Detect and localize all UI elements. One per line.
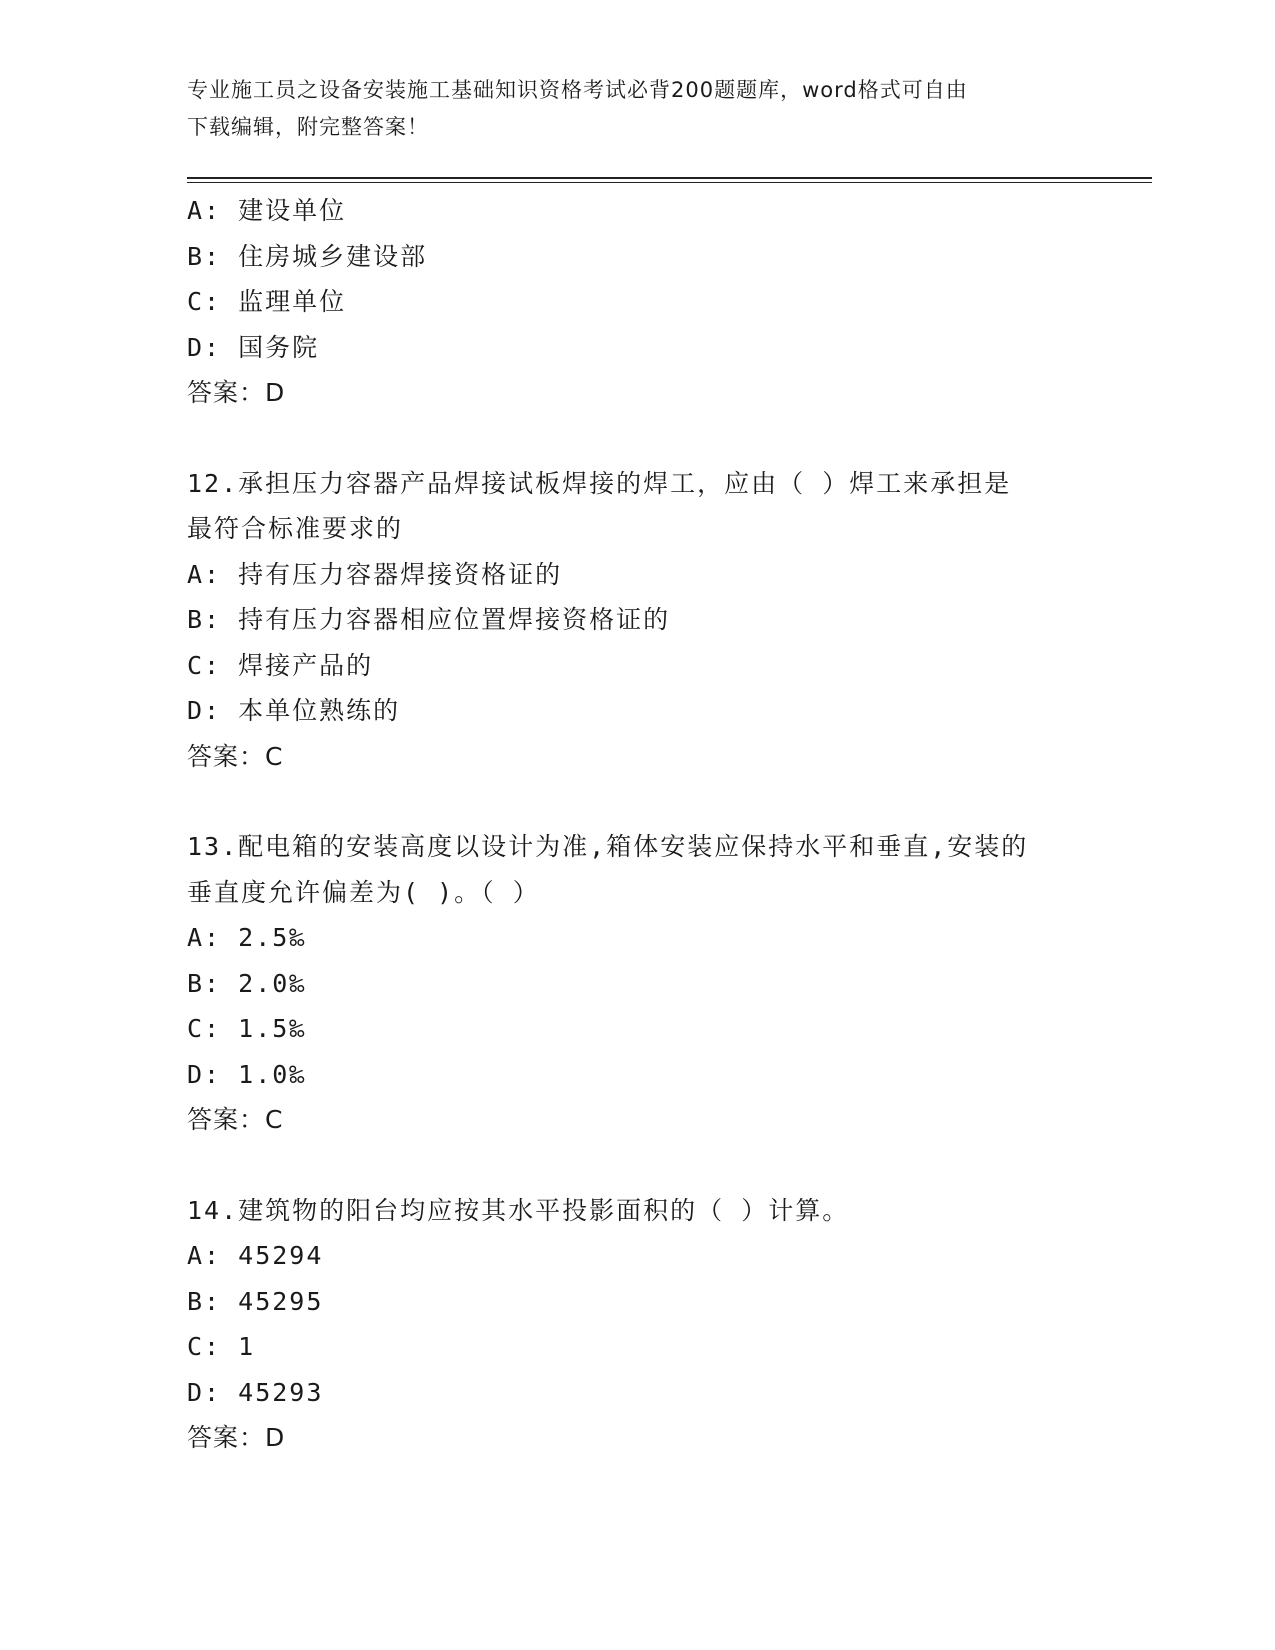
document-header (187, 72, 1087, 146)
q11-option-b: B: 住房城乡建设部 (187, 241, 428, 271)
spacer (187, 416, 1147, 461)
header-divider-thick (187, 177, 1152, 179)
header-title-line-2: 下载编辑，附完整答案！ (187, 115, 429, 139)
q12-stem-line-2: 最符合标准要求的 (187, 514, 404, 543)
q12-answer: 答案：C (187, 741, 284, 771)
spacer (187, 779, 1147, 824)
q13-option-b: B: 2.0‰ (187, 968, 307, 998)
q13-answer: 答案：C (187, 1105, 284, 1134)
q14-option-d: D: 45293 (187, 1377, 324, 1407)
q12-option-d: D: 本单位熟练的 (187, 696, 401, 725)
q12-option-c: C: 焊接产品的 (187, 650, 374, 680)
header-title-line-1: 专业施工员之设备安装施工基础知识资格考试必背200题题库，word格式可自由 (187, 78, 968, 102)
q12-option-b: B: 持有压力容器相应位置焊接资格证的 (187, 605, 671, 634)
question-11 (187, 188, 1147, 416)
question-13 (187, 824, 1147, 1143)
q11-option-d: D: 国务院 (187, 332, 320, 362)
q13-stem-line-1: 13.配电箱的安装高度以设计为准,箱体安装应保持水平和垂直,安装的 (187, 832, 1029, 861)
q14-option-b: B: 45295 (187, 1286, 324, 1316)
q11-option-a: A: 建设单位 (187, 196, 347, 225)
q13-option-d: D: 1.0‰ (187, 1059, 307, 1089)
header-divider-thin (187, 182, 1152, 183)
q14-option-c: C: 1 (187, 1332, 256, 1361)
q13-option-c: C: 1.5‰ (187, 1014, 307, 1043)
spacer (187, 1143, 1147, 1188)
q13-option-a: A: 2.5‰ (187, 923, 307, 952)
q11-option-c: C: 监理单位 (187, 287, 347, 316)
q12-stem-line-1: 12.承担压力容器产品焊接试板焊接的焊工，应由（ ）焊工来承担是 (187, 468, 1012, 498)
q13-stem-line-2: 垂直度允许偏差为( )。（ ） (187, 877, 540, 907)
q14-answer: 答案：D (187, 1423, 286, 1452)
q14-option-a: A: 45294 (187, 1241, 324, 1270)
question-12 (187, 461, 1147, 780)
question-content (187, 188, 1147, 1461)
q11-answer: 答案：D (187, 378, 286, 407)
question-14 (187, 1188, 1147, 1461)
q12-option-a: A: 持有压力容器焊接资格证的 (187, 559, 563, 589)
q14-stem-line-1: 14.建筑物的阳台均应按其水平投影面积的（ ）计算。 (187, 1195, 850, 1225)
